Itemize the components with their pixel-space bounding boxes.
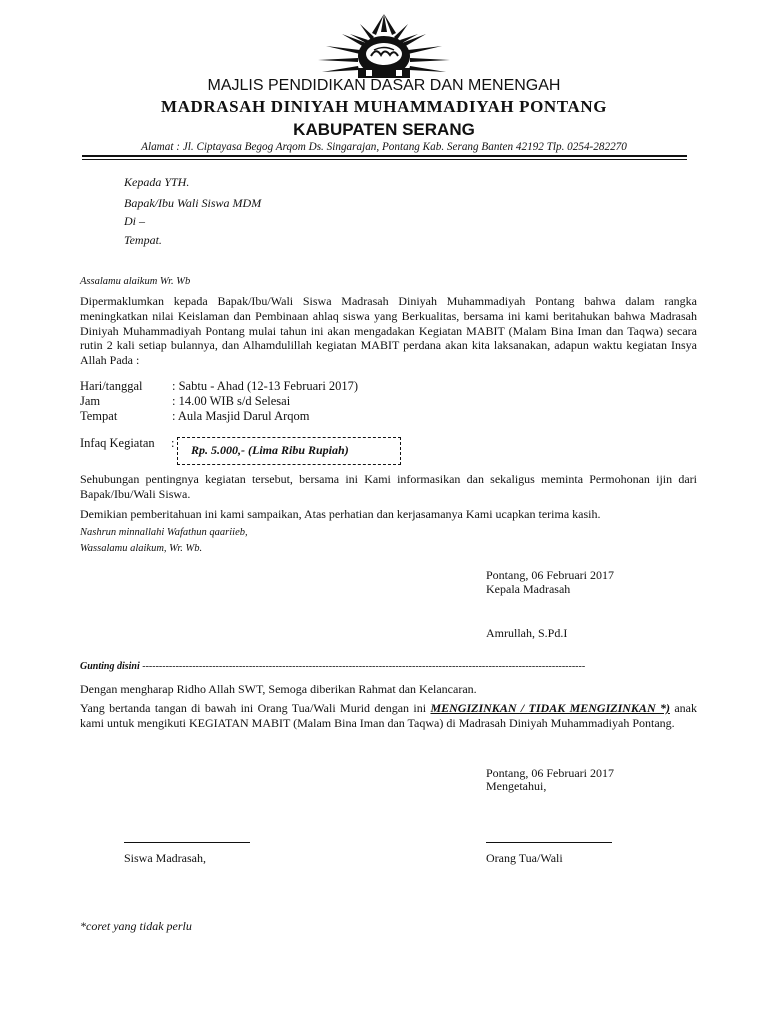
infaq-label: Infaq Kegiatan	[80, 436, 155, 450]
cut-dashes: -------------------------------------------------------------------------------------------------------------------------------------	[142, 661, 586, 672]
signature-place-date: Pontang, 06 Februari 2017	[486, 568, 614, 582]
detail-row	[80, 394, 480, 410]
slip-place-date: Pontang, 06 Februari 2017	[486, 766, 614, 780]
recipient-line: Kepada YTH.	[124, 175, 190, 189]
footnote: *coret yang tidak perlu	[80, 919, 192, 933]
detail-value: : 14.00 WIB s/d Selesai	[172, 394, 291, 408]
cut-label: Gunting disini	[80, 661, 140, 672]
body-paragraph-2: Sehubungan pentingnya kegiatan tersebut, bersama ini Kami informasikan dan sekaligus meminta Permohonan ijin dari Bapak/Ibu/Wali Siswa.	[80, 472, 697, 501]
sign-right-label: Orang Tua/Wali	[486, 851, 563, 865]
signature-position: Kepala Madrasah	[486, 582, 571, 596]
slip-paragraph	[80, 701, 697, 731]
kop-line-3: KABUPATEN SERANG	[293, 120, 475, 139]
greeting: Assalamu alaikum Wr. Wb	[80, 276, 191, 287]
detail-label: Hari/tanggal	[80, 379, 143, 393]
slip-text-pre: Yang bertanda tangan di bawah ini Orang Tua/Wali Murid dengan ini	[80, 701, 431, 715]
detail-label: Tempat	[80, 409, 118, 423]
signature-name: Amrullah, S.Pd.I	[486, 626, 568, 640]
infaq-colon: :	[171, 436, 175, 450]
slip-text-post: anak kami untuk mengikuti KEGIATAN MABIT (Malam Bina Iman dan Taqwa) di Madrasah Diniyah Muhammadiyah Pontang.	[80, 701, 697, 730]
closing-line: Wassalamu alaikum, Wr. Wb.	[80, 543, 203, 554]
detail-row	[80, 409, 480, 425]
cut-line	[80, 661, 680, 672]
kop-line-1: MAJLIS PENDIDIKAN DASAR DAN MENENGAH	[207, 77, 561, 94]
kop-divider-thin	[82, 159, 687, 160]
recipient-line: Bapak/Ibu Wali Siswa MDM	[124, 196, 262, 210]
recipient-line: Di –	[124, 214, 145, 228]
detail-value: : Sabtu - Ahad (12-13 Februari 2017)	[172, 379, 359, 393]
slip-permission-choice: MENGIZINKAN / TIDAK MENGIZINKAN *)	[430, 701, 670, 715]
slip-intro: Dengan mengharap Ridho Allah SWT, Semoga diberikan Rahmat dan Kelancaran.	[80, 682, 477, 696]
kop-divider-thick	[82, 155, 687, 157]
signature-line-parent	[486, 842, 612, 843]
recipient-line: Tempat.	[124, 233, 162, 247]
slip-known: Mengetahui,	[486, 779, 547, 793]
kop-address: Alamat : Jl. Ciptayasa Begog Arqom Ds. Singarajan, Pontang Kab. Serang Banten 42192 Tlp. 0254-282270	[141, 141, 627, 153]
body-paragraph-3: Demikian pemberitahuan ini kami sampaikan, Atas perhatian dan kerjasamanya Kami ucapkan terima kasih.	[80, 507, 601, 521]
detail-value: : Aula Masjid Darul Arqom	[172, 409, 310, 423]
infaq-amount: Rp. 5.000,- (Lima Ribu Rupiah)	[191, 443, 349, 457]
sign-left-label: Siswa Madrasah,	[124, 851, 206, 865]
signature-line-student	[124, 842, 250, 843]
detail-row	[80, 379, 480, 395]
closing-line: Nashrun minnallahi Wafathun qaariieb,	[80, 527, 248, 538]
body-paragraph-1: Dipermaklumkan kepada Bapak/Ibu/Wali Siswa Madrasah Diniyah Muhammadiyah Pontang bahwa dalam rangka meningkatkan nilai Keislaman dan Pembinaan ahlaq siswa yang Berkualitas, bersama ini kami beritahukan bahwa Madrasah Diniyah Muhammadiyah Pontang mulai tahun ini akan mengadakan Kegiatan MABIT (Malam Bina Iman dan Taqwa) secara rutin 2 kali setiap bulannya, dan Alhamdulillah kegiatan MABIT perdana akan kita laksanakan, adapun waktu kegiatan Insya Allah Pada :	[80, 294, 697, 368]
muhammadiyah-logo	[314, 10, 454, 80]
kop-line-2: MADRASAH DINIYAH MUHAMMADIYAH PONTANG	[160, 97, 608, 116]
detail-label: Jam	[80, 394, 101, 408]
